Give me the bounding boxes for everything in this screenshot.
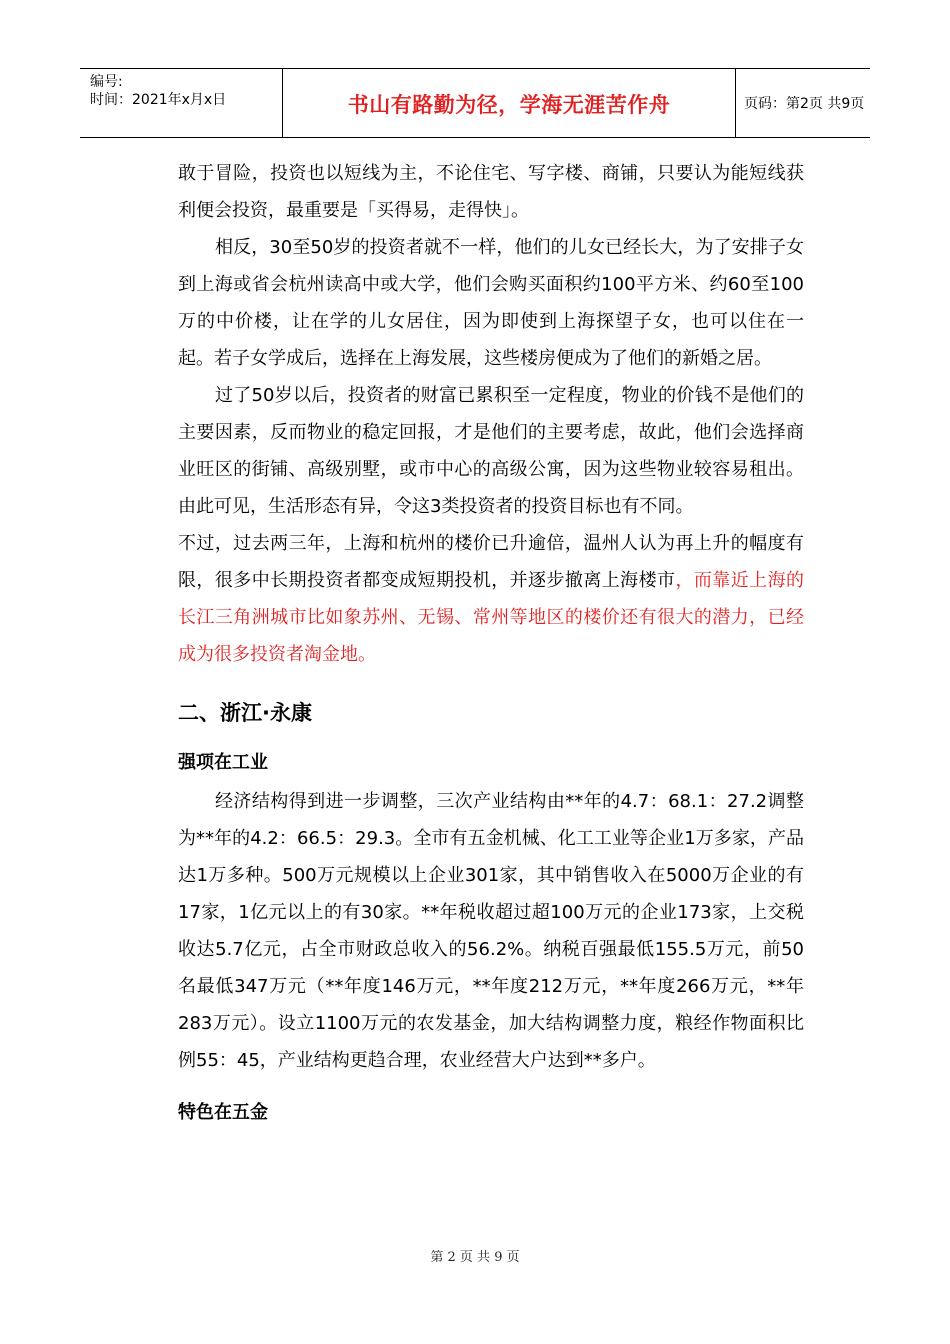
date-label: 时间：2021年x月x日 [90, 92, 227, 108]
subsection-heading-hardware: 特色在五金 [178, 1102, 268, 1123]
header-motto-cell [282, 69, 736, 137]
page-label: 页码：第2页 共9页 [744, 96, 865, 112]
paragraph-1: 敢于冒险，投资也以短线为主，不论住宅、写字楼、商铺，只要认为能短线获利便会投资，最重要是「买得易，走得快」。 [178, 163, 804, 221]
paragraph-3: 过了50岁以后，投资者的财富已累积至一定程度，物业的价钱不是他们的主要因素，反而物业的稳定回报，才是他们的主要考虑，故此，他们会选择商业旺区的街铺、高级别墅，或市中心的高级公寓，因为这些物业较容易租出。由此可见，生活形态有异，令这3类投资者的投资目标也有不同。 [178, 385, 804, 517]
section-heading: 二、浙江·永康 [178, 701, 312, 725]
serial-label: 编号: [90, 74, 123, 90]
subsection-heading-industry: 强项在工业 [178, 752, 268, 773]
page-footer: 第 2 页 共 9 页 [430, 1250, 520, 1265]
document-body [178, 155, 804, 1129]
paragraph-4 [178, 525, 804, 673]
paragraph-4-highlight: ，而靠近上海的长江三角洲城市比如象苏州、无锡、常州等地区的楼价还有很大的潜力，已经成为很多投资者淘金地。 [178, 570, 804, 665]
header-meta-cell [80, 69, 282, 137]
document-header [80, 68, 870, 138]
paragraph-4-text: 不过，过去两三年，上海和杭州的楼价已升逾倍，温州人认为再上升的幅度有限，很多中长期投资者都变成短期投机，并逐步撤离上海楼市 [178, 533, 804, 591]
paragraph-5: 经济结构得到进一步调整，三次产业结构由**年的4.7：68.1：27.2调整为**年的4.2：66.5：29.3。全市有五金机械、化工工业等企业1万多家，产品达1万多种。500万元规模以上企业301家，其中销售收入在5000万企业的有17家，1亿元以上的有30家。**年税收超过超100万元的企业173家，上交税收达5.7亿元，占全市财政总收入的56.2%。纳税百强最低155.5万元，前50名最低347万元（**年度146万元，**年度212万元，**年度266万元，**年283万元）。设立1100万元的农发基金，加大结构调整力度，粮经作物面积比例55：45，产业结构更趋合理，农业经营大户达到**多户。 [178, 791, 804, 1071]
motto: 书山有路勤为径，学海无涯苦作舟 [347, 93, 671, 117]
header-page-cell [736, 69, 870, 137]
paragraph-2: 相反，30至50岁的投资者就不一样，他们的儿女已经长大，为了安排子女到上海或省会杭州读高中或大学，他们会购买面积约100平方米、约60至100万的中价楼，让在学的儿女居住，因为即使到上海探望子女，也可以住在一起。若子女学成后，选择在上海发展，这些楼房便成为了他们的新婚之居。 [178, 237, 804, 369]
